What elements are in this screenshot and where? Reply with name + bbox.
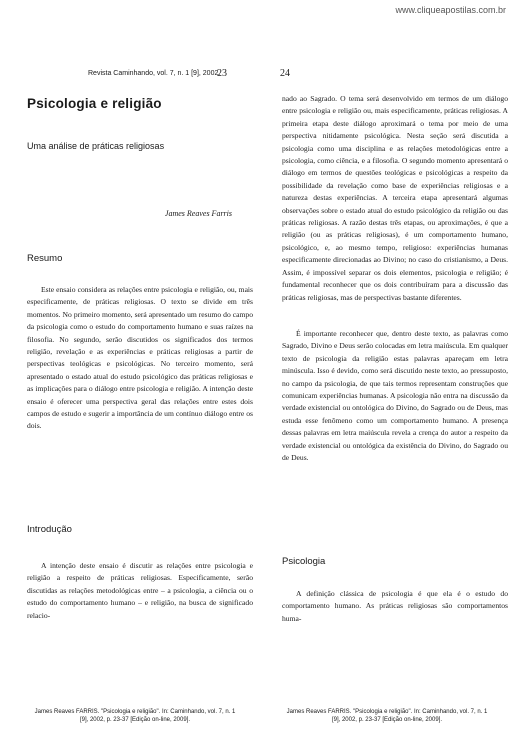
page-number-left: 23 [217, 68, 227, 79]
footnote-right: James Reaves FARRIS. "Psicologia e religião". In: Caminhando, vol. 7, n. 1 [9], 2002, p. 23-37 [Edição on-line, 2009]. [286, 709, 488, 723]
psicologia-heading: Psicologia [282, 556, 326, 567]
site-url[interactable]: www.cliqueapostilas.com.br [395, 5, 506, 15]
resumo-heading: Resumo [27, 253, 63, 264]
article-subtitle: Uma análise de práticas religiosas [27, 141, 165, 151]
page-number-right: 24 [280, 68, 290, 79]
intro-paragraph: A intenção deste ensaio é discutir as relações entre psicologia e religião a respeito de práticas religiosas. Especificamente, serão discutidas as relações metodológicas entre – a psicologia, a ciência ou o estudo do comportamento humano – e religião, na busca de significado relacio- [27, 561, 253, 620]
author-name: James Reaves Farris [164, 209, 232, 218]
running-head: Revista Caminhando, vol. 7, n. 1 [9], 2002. [88, 70, 221, 77]
right-paragraph-1: nado ao Sagrado. O tema será desenvolvido em termos de um diálogo entre psicologia e religião ou, mais especificamente, práticas religiosas. A primeira etapa deste diálogo aproximará o tema por meio de uma perspectiva nitidamente psicológica. Nesta seção será discutida a psicologia como uma disciplina e as relações metodológicas entre a psicologia, como ciência, e a filosofia. O segundo momento apresentará o diálogo em termos de questões teológicas e psicológicas a respeito da possibilidade da revelação como base de experiências religiosas e a natureza destas experiências. A terceira etapa apresentará algumas observações sobre o estado atual do estudo psicológico da religião ou das práticas religiosas. A razão destas três etapas, ou aproximações, é que a religião (ou as práticas religiosas), é um comportamento humano, psicológico, e, ao mesmo tempo, religioso: experiências humanas especificamente direcionadas ao Divino; no caso do cristianismo, a Deus. Assim, é impossível separar os dois elementos, psicologia e religião; é fundamental reconhecer que os dois contribuíram para a discussão das práticas religiosas, mas de perspectivas bastante diferentes. [282, 94, 508, 302]
introducao-heading: Introdução [27, 524, 72, 535]
right-paragraph-3: A definição clássica de psicologia é que ela é o estudo do comportamento humano. As práticas religiosas são comportamentos huma- [282, 589, 508, 623]
article-title: Psicologia e religião [27, 96, 162, 111]
right-paragraph-2: É importante reconhecer que, dentro deste texto, as palavras como Sagrado, Divino e Deus serão colocadas em letra maiúscula. Em qualquer texto de psicologia da religião estas palavras apareçam em letra minúscula. Isso é devido, como será discutido neste texto, ao pressuposto, no campo da psicologia, de que tais termos representam construções que comunicam experiências humanas. A psicologia não entra na discussão da verdade existencial ou ontológica do Divino, do Sagrado ou de Deus, mas estuda esse fenômeno como um comportamento humano. A presença dessas palavras em letra maiúscula revela a crença do autor a respeito da verdade existencial ou ontológica da existência do Divino, do Sagrado ou de Deus. [282, 329, 508, 463]
footnote-left: James Reaves FARRIS. "Psicologia e religião". In: Caminhando, vol. 7, n. 1 [9], 2002, p. 23-37 [Edição on-line, 2009]. [34, 709, 236, 723]
resumo-paragraph: Este ensaio considera as relações entre psicologia e religião, ou, mais especificamente, de práticas religiosas. O texto se divide em três momentos. No primeiro momento, será apresentado um resumo do campo da psicologia como o estudo do comportamento humano e suas raízes na filosofia. No segundo, serão discutidos os significados dos termos religião, revelação e as experiências e práticas religiosas a partir de perspectivas teológicas e psicológicas. No terceiro momento, será apresentado o estado atual do estudo psicológico das práticas religiosas e as implicações para o diálogo entre psicologia e religião. A intenção deste ensaio é oferecer uma perspectiva geral das relações entre estes dois campos de estudo e sugerir a importância de um contínuo diálogo entre os dois. [27, 285, 253, 431]
